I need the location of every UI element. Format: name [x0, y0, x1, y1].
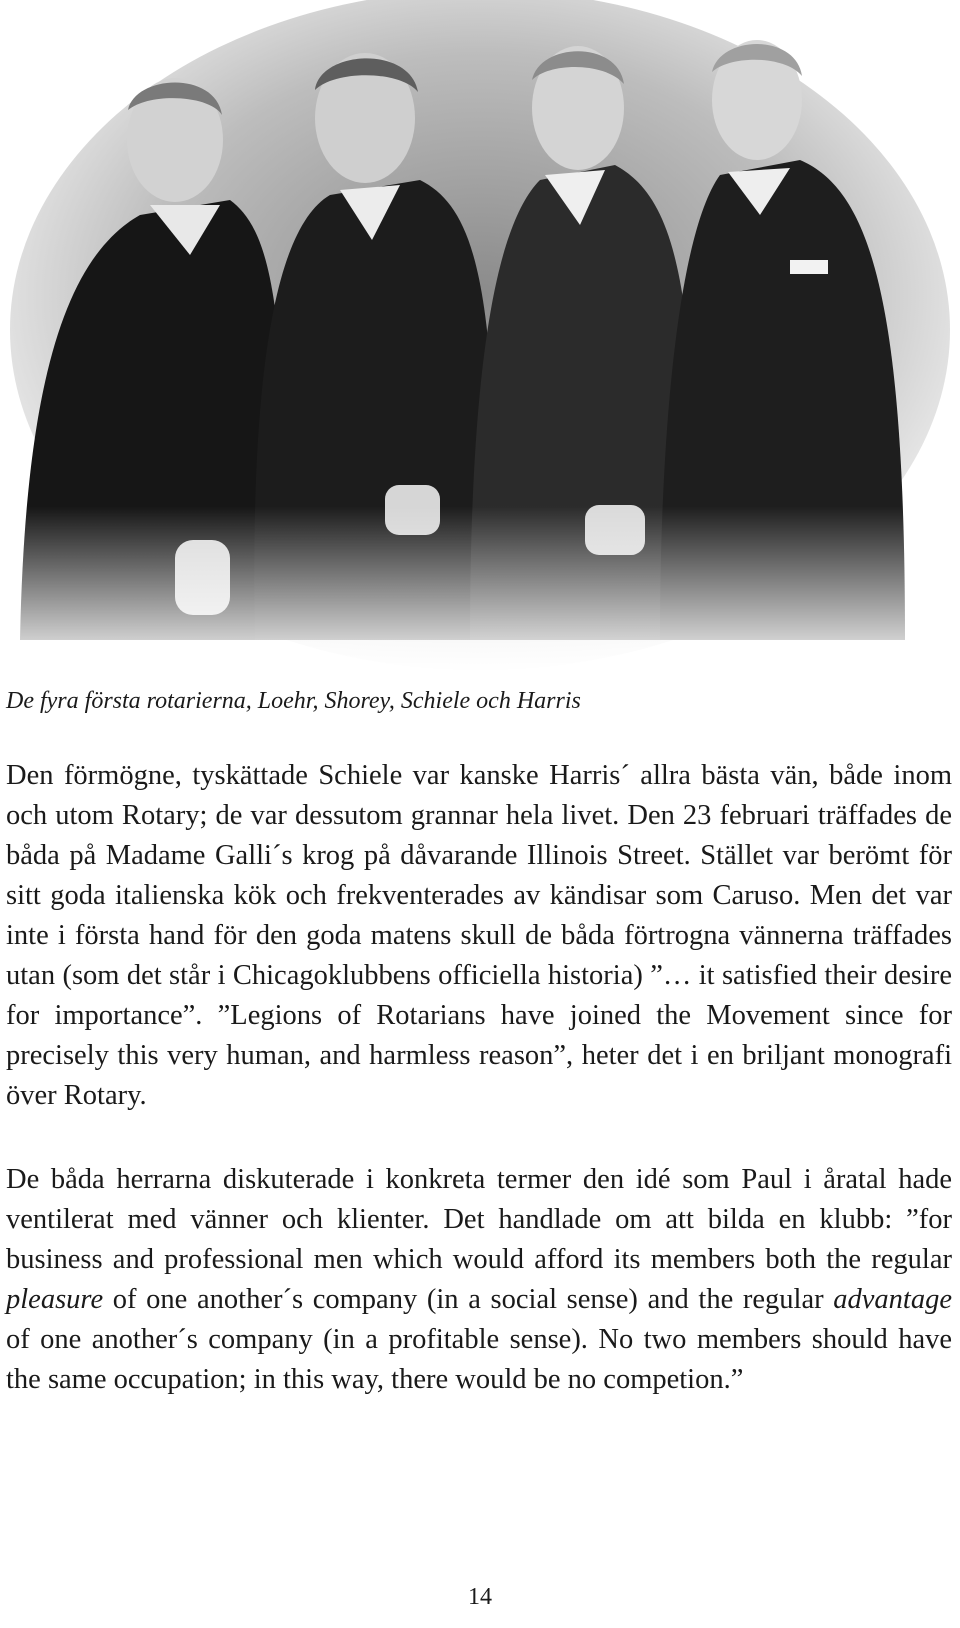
four-men-photo	[0, 0, 960, 675]
body-text	[6, 756, 952, 1444]
page-number: 14	[468, 1584, 492, 1610]
paragraph-1: Den förmögne, tyskättade Schiele var kanske Harris´ allra bästa vän, både inom och utom Rotary; de var dessutom grannar hela livet. Den 23 februari träffades de båda på Madame Galli´s krog på dåvarande Illinois Street. Stället var berömt för sitt goda italienska kök och frekventerades av kändisar som Caruso. Men det var inte i första hand för den goda matens skull de båda förtrogna vännerna träffades utan (som det står i Chicagoklubbens officiella historia) ”… it satisfied their desire for importance”. ”Legions of Rotarians have joined the Movement since for precisely this very human, and harmless reason”, heter det i en briljant monografi över Rotary.	[6, 760, 952, 1111]
photo-caption: De fyra första rotarierna, Loehr, Shorey, Schiele och Harris	[6, 688, 581, 714]
paragraph-2	[6, 1160, 952, 1400]
paragraph-2-part-2: of one another´s company (in a social sense) and the regular	[103, 1284, 834, 1315]
historical-photo	[0, 0, 960, 675]
emphasis-advantage: advantage	[833, 1284, 952, 1315]
paragraph-2-part-1: De båda herrarna diskuterade i konkreta termer den idé som Paul i åratal hade ventilerat med vänner och klienter. Det handlade om att bilda en klubb: ”for business and professional men which would afford its members both the regular	[6, 1164, 952, 1275]
paragraph-2-part-3: of one another´s company (in a profitable sense). No two members should have the same occupation; in this way, there would be no competion.”	[6, 1324, 952, 1395]
emphasis-pleasure: pleasure	[6, 1284, 104, 1315]
